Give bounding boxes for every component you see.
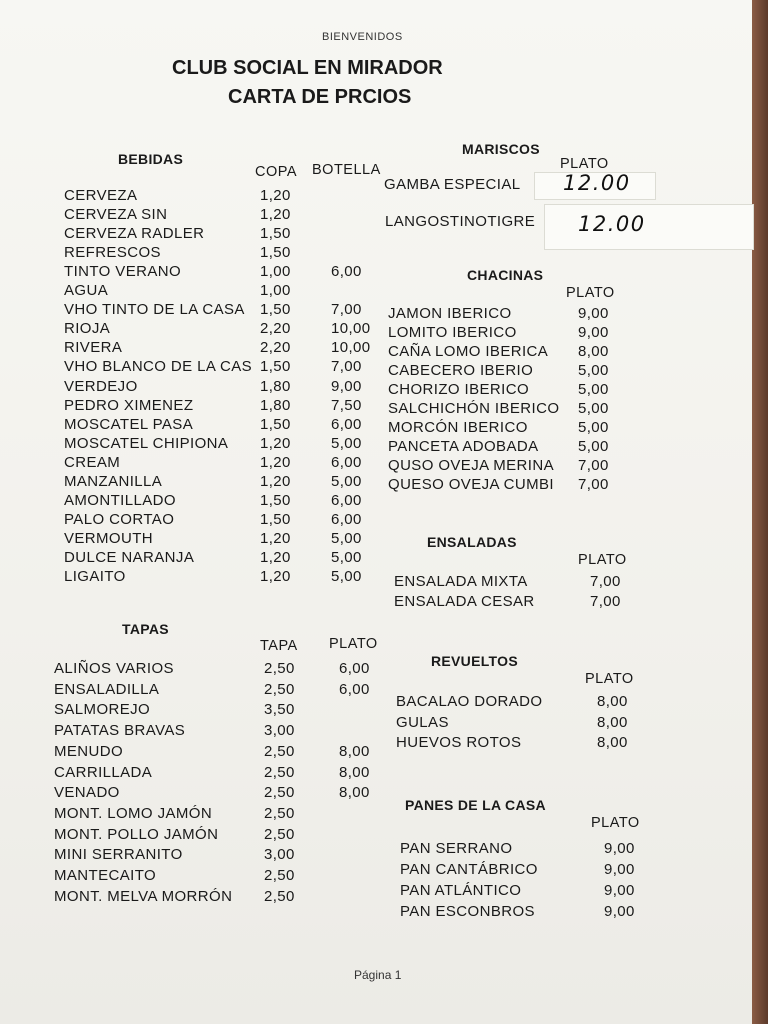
item-price: 1,20: [260, 472, 291, 490]
list-item: [0, 549, 752, 569]
item-price: 8,00: [578, 343, 609, 360]
list-item: [0, 176, 752, 196]
item-name: MONT. LOMO JAMÓN: [54, 804, 213, 822]
item-name: CARRILLADA: [54, 763, 153, 781]
list-item: [0, 593, 752, 613]
item-name: PAN SERRANO: [400, 840, 513, 857]
item-name: RIOJA: [64, 320, 111, 338]
item-name: AGUA: [64, 282, 109, 300]
item-name: PANCETA ADOBADA: [388, 438, 539, 455]
item-name: RIVERA: [64, 339, 123, 357]
item-price: 8,00: [339, 742, 370, 760]
list-item: [0, 784, 752, 804]
list-item: [0, 573, 752, 593]
item-price: 5,00: [331, 568, 362, 585]
item-price: 7,00: [578, 476, 609, 493]
handwritten-price: 12.00: [563, 171, 631, 195]
item-price: 8,00: [597, 734, 628, 751]
panes-title: PANES DE LA CASA: [405, 797, 546, 813]
item-price: 1,50: [260, 491, 291, 509]
item-name: PEDRO XIMENEZ: [64, 396, 194, 414]
table-edge: [752, 0, 768, 1024]
tapas-title: TAPAS: [122, 621, 169, 637]
item-price: 9,00: [604, 840, 635, 857]
item-price: 3,00: [264, 846, 295, 864]
menu-title: CARTA DE PRCIOS: [228, 86, 412, 108]
bebidas-copa-header: COPA: [255, 164, 298, 180]
item-price: 2,50: [264, 804, 295, 822]
item-name: CERVEZA: [64, 187, 138, 204]
list-item: [0, 438, 752, 458]
ensaladas-plato-header: PLATO: [578, 552, 627, 568]
item-name: REFRESCOS: [64, 244, 161, 262]
item-price: 5,00: [331, 434, 362, 452]
item-price: 6,00: [339, 680, 370, 698]
item-price: 2,50: [264, 825, 295, 843]
item-price: 8,00: [339, 763, 370, 781]
item-name: VHO BLANCO DE LA CAS: [64, 358, 253, 376]
list-item: [0, 282, 752, 302]
item-price: 2,50: [264, 742, 295, 760]
page-number: Página 1: [354, 968, 402, 982]
list-item: [0, 530, 752, 550]
item-price: 1,50: [260, 358, 291, 376]
item-price: 5,00: [331, 472, 362, 490]
item-price: 1,50: [260, 225, 291, 243]
item-price: 6,00: [339, 660, 370, 677]
item-name: HUEVOS ROTOS: [396, 734, 522, 751]
item-price: 1,20: [260, 529, 291, 547]
list-item: [0, 861, 752, 881]
item-name: MINI SERRANITO: [54, 846, 183, 864]
item-price: 1,20: [260, 434, 291, 452]
item-name: MONT. POLLO JAMÓN: [54, 825, 219, 843]
item-name: VERMOUTH: [64, 529, 154, 547]
item-name: GAMBA ESPECIAL: [384, 176, 521, 193]
list-item: [0, 343, 752, 363]
item-name: SALCHICHÓN IBERICO: [388, 400, 560, 417]
list-item: [0, 419, 752, 439]
item-price: 1,50: [260, 510, 291, 528]
item-price: 7,00: [590, 593, 621, 610]
item-price: 1,80: [260, 396, 291, 414]
item-price: 1,50: [260, 244, 291, 262]
list-item: [0, 660, 752, 680]
item-name: LOMITO IBERICO: [388, 324, 517, 341]
item-name: PAN ESCONBROS: [400, 903, 535, 920]
mariscos-plato-header: PLATO: [560, 156, 609, 172]
item-price: 5,00: [578, 381, 609, 398]
item-name: CERVEZA RADLER: [64, 225, 205, 243]
item-price: 1,00: [260, 282, 291, 300]
item-price: 6,00: [331, 453, 362, 471]
item-price: 7,00: [331, 358, 362, 376]
item-name: SALMOREJO: [54, 701, 151, 719]
item-price: 2,50: [264, 784, 295, 802]
handwritten-price: 12.00: [578, 212, 646, 236]
item-name: TINTO VERANO: [64, 263, 182, 281]
item-name: MONT. MELVA MORRÓN: [54, 887, 233, 905]
item-name: PALO CORTAO: [64, 510, 175, 528]
list-item: [0, 903, 752, 923]
list-item: [0, 476, 752, 496]
item-name: LIGAITO: [64, 568, 126, 585]
item-name: MANTECAITO: [54, 867, 157, 884]
item-price: 7,50: [331, 396, 362, 414]
item-name: ALIÑOS VARIOS: [54, 660, 174, 677]
item-price: 8,00: [339, 784, 370, 802]
item-name: ENSALADA MIXTA: [394, 573, 528, 590]
list-item: [0, 734, 752, 754]
bebidas-botella-header: BOTELLA: [312, 162, 381, 178]
welcome-text: BIENVENIDOS: [322, 31, 403, 43]
list-item: [0, 457, 752, 477]
item-price: 6,00: [331, 263, 362, 281]
item-price: 9,00: [604, 903, 635, 920]
item-price: 9,00: [578, 305, 609, 322]
item-price: 1,20: [260, 568, 291, 585]
item-price: 5,00: [578, 362, 609, 379]
item-price: 1,20: [260, 548, 291, 566]
item-name: MORCÓN IBERICO: [388, 419, 528, 436]
item-name: CREAM: [64, 453, 121, 471]
item-price: 2,20: [260, 320, 291, 338]
item-price: 1,00: [260, 263, 291, 281]
revueltos-plato-header: PLATO: [585, 671, 634, 687]
item-name: QUESO OVEJA CUMBI: [388, 476, 554, 493]
list-item: [0, 764, 752, 784]
item-name: PATATAS BRAVAS: [54, 722, 186, 740]
item-price: 10,00: [331, 320, 371, 338]
tapas-plato-header: PLATO: [329, 636, 378, 652]
item-price: 7,00: [578, 457, 609, 474]
mariscos-title: MARISCOS: [462, 141, 540, 157]
item-price: 5,00: [331, 548, 362, 566]
item-name: JAMON IBERICO: [388, 305, 512, 322]
item-name: VENADO: [54, 784, 120, 802]
item-price: 2,50: [264, 680, 295, 698]
list-item: [0, 882, 752, 902]
bebidas-title: BEBIDAS: [118, 151, 184, 167]
panes-plato-header: PLATO: [591, 815, 640, 831]
item-price: 5,00: [578, 438, 609, 455]
chacinas-title: CHACINAS: [467, 267, 544, 283]
ensaladas-title: ENSALADAS: [427, 534, 517, 550]
item-name: CAÑA LOMO IBERICA: [388, 343, 549, 360]
item-name: MOSCATEL PASA: [64, 415, 194, 433]
item-price: 8,00: [597, 713, 628, 731]
item-name: CERVEZA SIN: [64, 206, 168, 224]
item-price: 1,50: [260, 301, 291, 319]
list-item: [0, 840, 752, 860]
list-item: [0, 714, 752, 734]
list-item: [0, 324, 752, 344]
item-price: 2,20: [260, 339, 291, 357]
item-price: 7,00: [331, 301, 362, 319]
item-price: 1,80: [260, 377, 291, 395]
item-price: 1,20: [260, 206, 291, 224]
item-price: 10,00: [331, 339, 371, 357]
item-price: 6,00: [331, 415, 362, 433]
item-name: PAN CANTÁBRICO: [400, 861, 538, 878]
chacinas-plato-header: PLATO: [566, 285, 615, 301]
revueltos-title: REVUELTOS: [431, 653, 518, 669]
tapas-tapa-header: TAPA: [260, 638, 298, 654]
item-price: 9,00: [578, 324, 609, 341]
club-title: CLUB SOCIAL EN MIRADOR: [172, 57, 443, 79]
list-item: [0, 263, 752, 283]
item-price: 1,20: [260, 187, 291, 204]
item-price: 8,00: [597, 693, 628, 710]
list-item: [0, 693, 752, 713]
item-price: 7,00: [590, 573, 621, 590]
item-price: 1,50: [260, 415, 291, 433]
item-name: MOSCATEL CHIPIONA: [64, 434, 229, 452]
item-price: 5,00: [331, 529, 362, 547]
item-price: 9,00: [604, 861, 635, 878]
item-price: 6,00: [331, 510, 362, 528]
item-price: 1,20: [260, 453, 291, 471]
item-name: CABECERO IBERIO: [388, 362, 534, 379]
list-item: [0, 381, 752, 401]
item-price: 2,50: [264, 867, 295, 884]
item-name: QUSO OVEJA MERINA: [388, 457, 554, 474]
item-name: BACALAO DORADO: [396, 693, 543, 710]
list-item: [0, 400, 752, 420]
item-price: 9,00: [331, 377, 362, 395]
item-price: 2,50: [264, 887, 295, 905]
item-price: 2,50: [264, 763, 295, 781]
item-name: DULCE NARANJA: [64, 548, 195, 566]
item-name: VERDEJO: [64, 377, 138, 395]
item-name: VHO TINTO DE LA CASA: [64, 301, 245, 319]
item-price: 3,50: [264, 701, 295, 719]
item-name: GULAS: [396, 713, 449, 731]
item-price: 3,00: [264, 722, 295, 740]
item-name: CHORIZO IBERICO: [388, 381, 530, 398]
item-name: ENSALADILLA: [54, 680, 160, 698]
item-price: 2,50: [264, 660, 295, 677]
item-name: MANZANILLA: [64, 472, 163, 490]
item-price: 9,00: [604, 882, 635, 899]
item-price: 5,00: [578, 400, 609, 417]
item-name: ENSALADA CESAR: [394, 593, 535, 610]
item-name: MENUDO: [54, 742, 124, 760]
list-item: [0, 305, 752, 325]
item-name: AMONTILLADO: [64, 491, 176, 509]
item-price: 6,00: [331, 491, 362, 509]
item-name: LANGOSTINOTIGRE: [385, 213, 536, 230]
list-item: [0, 511, 752, 531]
item-name: PAN ATLÁNTICO: [400, 882, 522, 899]
item-price: 5,00: [578, 419, 609, 436]
list-item: [0, 362, 752, 382]
